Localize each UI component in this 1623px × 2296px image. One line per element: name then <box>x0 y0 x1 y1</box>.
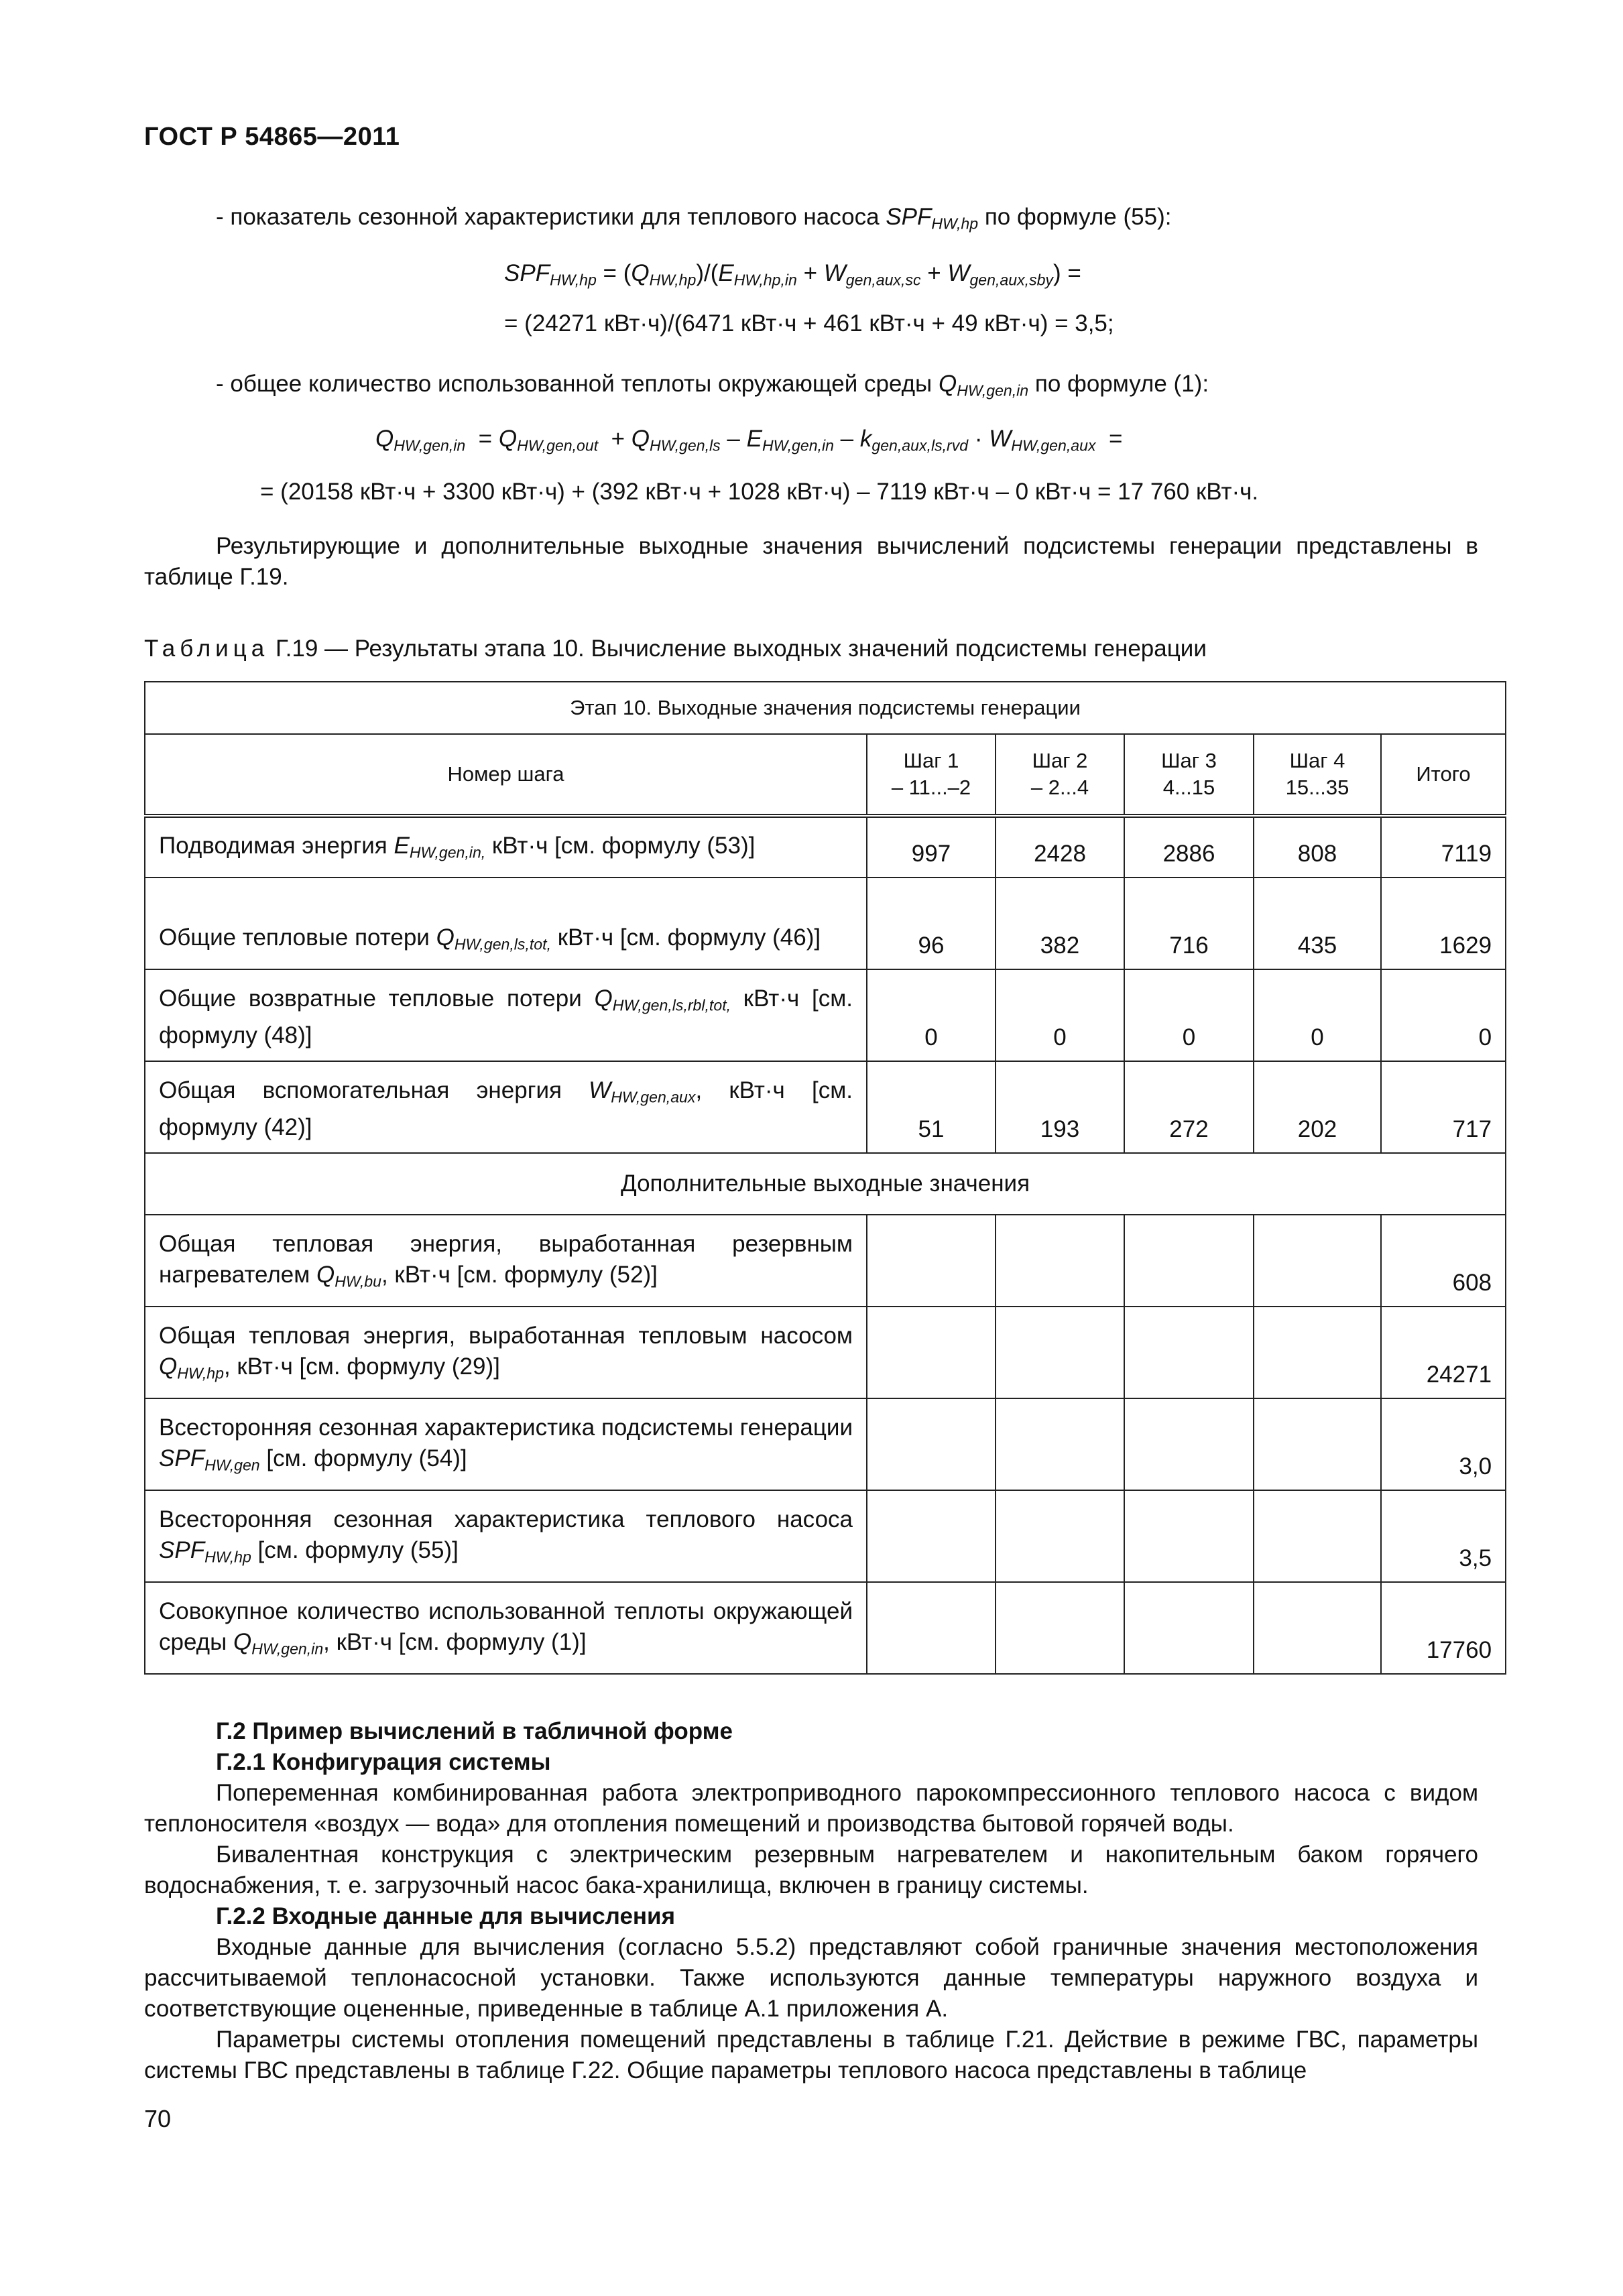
intro-spf-suffix: по формуле (55): <box>978 204 1172 230</box>
table-cell-total: 1629 <box>1381 878 1506 969</box>
table-cell-total: 3,0 <box>1381 1398 1506 1490</box>
header-step-1: Шаг 1 – 11...–2 <box>867 734 996 816</box>
row-label-input-energy: Подводимая энергия $E_{HW,gen,in,}$ кВт·ч [см. формулу (53)] <box>145 816 867 878</box>
table-cell: 2886 <box>1124 816 1254 878</box>
table-cell-total: 24271 <box>1381 1307 1506 1398</box>
table-cell-total: 17760 <box>1381 1582 1506 1674</box>
intro-q-line <box>216 369 1209 406</box>
table-cell: 435 <box>1254 878 1381 969</box>
equation-spf-line1: $SPF_{HW,hp} = (Q_{HW,hp})/(E_{HW,hp,in} + W_{gen,aux,sc} + W_{gen,aux,sby})$ = <box>504 260 1081 289</box>
paragraph-g22-1: Входные данные для вычисления (согласно 5.5.2) представляют собой граничные значения местоположения рассчитываемой теплонасосной установки. Также используются данные температуры наружного воздуха и соответствующие оцененные, приведенные в таблице А.1 приложения А. <box>144 1934 1478 2022</box>
header-total: Итого <box>1381 734 1506 816</box>
section-heading-g21: Г.2.1 Конфигурация системы <box>216 1749 551 1775</box>
table-cell-total: 0 <box>1381 969 1506 1061</box>
paragraph-g21-2: Бивалентная конструкция с электрическим резервным нагревателем и накопительным баком горячего водоснабжения, т. е. загрузочный насос бака-хранилища, включен в границу системы. <box>144 1841 1478 1898</box>
row-label-spf-gen: Всесторонняя сезонная характеристика подсистемы генерации $SPF_{HW,gen}$ [см. формулу (54)] <box>145 1398 867 1490</box>
header-step-number: Номер шага <box>145 734 867 816</box>
table-cell: 96 <box>867 878 996 969</box>
header-step-3: Шаг 3 4...15 <box>1124 734 1254 816</box>
document-header: ГОСТ Р 54865—2011 <box>144 123 400 151</box>
paragraph-g21-1: Попеременная комбинированная работа электроприводного парокомпрессионного теплового насоса с видом теплоносителя «воздух — вода» для отопления помещений и производства бытовой горячей воды. <box>144 1780 1478 1837</box>
table-cell-total: 608 <box>1381 1215 1506 1307</box>
intro-q-var: $Q_{HW,gen,in}$ <box>938 371 1029 400</box>
equation-spf-line2: = (24271 кВт·ч)/(6471 кВт·ч + 461 кВт·ч + 49 кВт·ч) = 3,5; <box>504 310 1114 337</box>
intro-q-suffix: по формуле (1): <box>1028 371 1209 397</box>
table-cell: 0 <box>867 969 996 1061</box>
table-cell: 51 <box>867 1061 996 1153</box>
header-step-2: Шаг 2 – 2...4 <box>996 734 1124 816</box>
table-caption-label: Таблица <box>144 636 269 662</box>
intro-spf-line <box>216 202 1171 239</box>
table-cell: 808 <box>1254 816 1381 878</box>
table-cell-total: 717 <box>1381 1061 1506 1153</box>
table-cell: 193 <box>996 1061 1124 1153</box>
section-heading-g22: Г.2.2 Входные данные для вычисления <box>216 1903 675 1929</box>
row-label-heat-losses: Общие тепловые потери $Q_{HW,gen,ls,tot,}$ кВт·ч [см. формулу (46)] <box>145 878 867 969</box>
table-cell-total: 3,5 <box>1381 1490 1506 1582</box>
row-label-backup-heater-energy: Общая тепловая энергия, выработанная резервным нагревателем $Q_{HW,bu}$, кВт·ч [см. формулу (52)] <box>145 1215 867 1307</box>
table-cell: 382 <box>996 878 1124 969</box>
table-cell: 0 <box>996 969 1124 1061</box>
extra-values-title: Дополнительные выходные значения <box>145 1153 1506 1215</box>
table-cell: 202 <box>1254 1061 1381 1153</box>
page-number: 70 <box>144 2105 172 2132</box>
equation-q-line1: $Q_{HW,gen,in} = Q_{HW,gen,out} + Q_{HW,gen,ls} - E_{HW,gen,in} - k_{gen,aux,ls,rvd} \cdot W_{HW,gen,aux}$ = <box>375 426 1123 455</box>
paragraph-g22-2: Параметры системы отопления помещений представлены в таблице Г.21. Действие в режиме ГВС, параметры системы ГВС представлены в таблице Г.22. Общие параметры теплового насоса представлены в таблице <box>144 2027 1478 2083</box>
row-label-recoverable-losses: Общие возвратные тепловые потери $Q_{HW,gen,ls,rbl,tot,}$ кВт·ч [см. формулу (48)] <box>145 969 867 1061</box>
results-table <box>144 681 1506 1675</box>
table-cell: 2428 <box>996 816 1124 878</box>
row-label-heat-pump-energy: Общая тепловая энергия, выработанная тепловым насосом $Q_{HW,hp}$, кВт·ч [см. формулу (29)] <box>145 1307 867 1398</box>
table-title: Этап 10. Выходные значения подсистемы генерации <box>145 682 1506 734</box>
section-heading-g2: Г.2 Пример вычислений в табличной форме <box>216 1718 733 1744</box>
table-cell: 272 <box>1124 1061 1254 1153</box>
table-cell: 0 <box>1254 969 1381 1061</box>
table-caption <box>144 636 1207 662</box>
header-step-4: Шаг 4 15...35 <box>1254 734 1381 816</box>
row-label-ambient-heat: Совокупное количество использованной теплоты окружающей среды $Q_{HW,gen,in}$, кВт·ч [см. формулу (1)] <box>145 1582 867 1674</box>
results-paragraph: Результирующие и дополнительные выходные значения вычислений подсистемы генерации представлены в таблице Г.19. <box>144 533 1478 590</box>
table-cell: 716 <box>1124 878 1254 969</box>
table-cell: 997 <box>867 816 996 878</box>
row-label-spf-hp: Всесторонняя сезонная характеристика теплового насоса $SPF_{HW,hp}$ [см. формулу (55)] <box>145 1490 867 1582</box>
row-label-auxiliary-energy: Общая вспомогательная энергия $W_{HW,gen,aux}$, кВт·ч [см. формулу (42)] <box>145 1061 867 1153</box>
intro-spf-prefix: - показатель сезонной характеристики для теплового насоса <box>216 204 886 230</box>
table-caption-text: Г.19 — Результаты этапа 10. Вычисление выходных значений подсистемы генерации <box>269 636 1207 662</box>
table-cell: 0 <box>1124 969 1254 1061</box>
intro-spf-var: $SPF_{HW,hp}$ <box>886 204 979 233</box>
equation-q-line2: = (20158 кВт·ч + 3300 кВт·ч) + (392 кВт·ч + 1028 кВт·ч) – 7119 кВт·ч – 0 кВт·ч = 17 760 кВт·ч. <box>260 479 1259 505</box>
table-cell-total: 7119 <box>1381 816 1506 878</box>
intro-q-prefix: - общее количество использованной теплоты окружающей среды <box>216 371 939 397</box>
